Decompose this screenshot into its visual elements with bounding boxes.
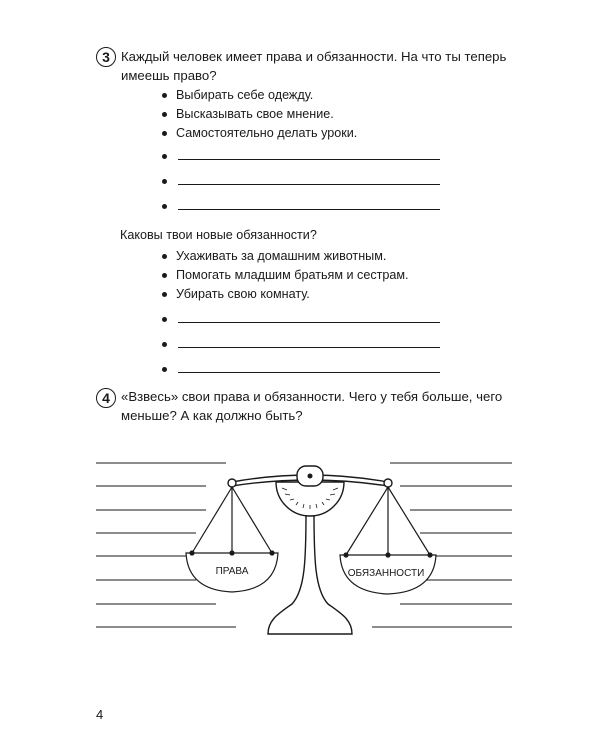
- scale-right-knob: [384, 479, 392, 487]
- list-item: Высказывать свое мнение.: [160, 105, 357, 124]
- duties-question: Каковы твои новые обязанности?: [120, 228, 317, 242]
- scale-dial: [276, 482, 344, 516]
- list-item: Выбирать себе одежду.: [160, 86, 357, 105]
- list-item: Убирать свою комнату.: [160, 285, 409, 304]
- task-3-number: 3: [96, 47, 116, 67]
- scale-left-knob: [228, 479, 236, 487]
- page-number: 4: [96, 707, 104, 722]
- task-4-number: 4: [96, 388, 116, 408]
- list-item: Самостоятельно делать уроки.: [160, 124, 357, 143]
- task-4-text-line1: «Взвесь» свои права и обязанности. Чего у тебя больше, чего: [121, 389, 503, 404]
- right-pan-label: ОБЯЗАННОСТИ: [347, 568, 425, 579]
- list-item: Ухаживать за домашним животным.: [160, 247, 409, 266]
- task-3-text-line2: имеешь право?: [121, 68, 217, 83]
- scale-pivot: [308, 474, 313, 479]
- list-item: Помогать младшим братьям и сестрам.: [160, 266, 409, 285]
- task-3-text-line1: Каждый человек имеет права и обязанности. На что ты теперь: [121, 49, 507, 64]
- left-pan-label: ПРАВА: [215, 566, 249, 577]
- task-4-text-line2: меньше? А как должно быть?: [121, 408, 303, 423]
- scale-column: [268, 512, 352, 634]
